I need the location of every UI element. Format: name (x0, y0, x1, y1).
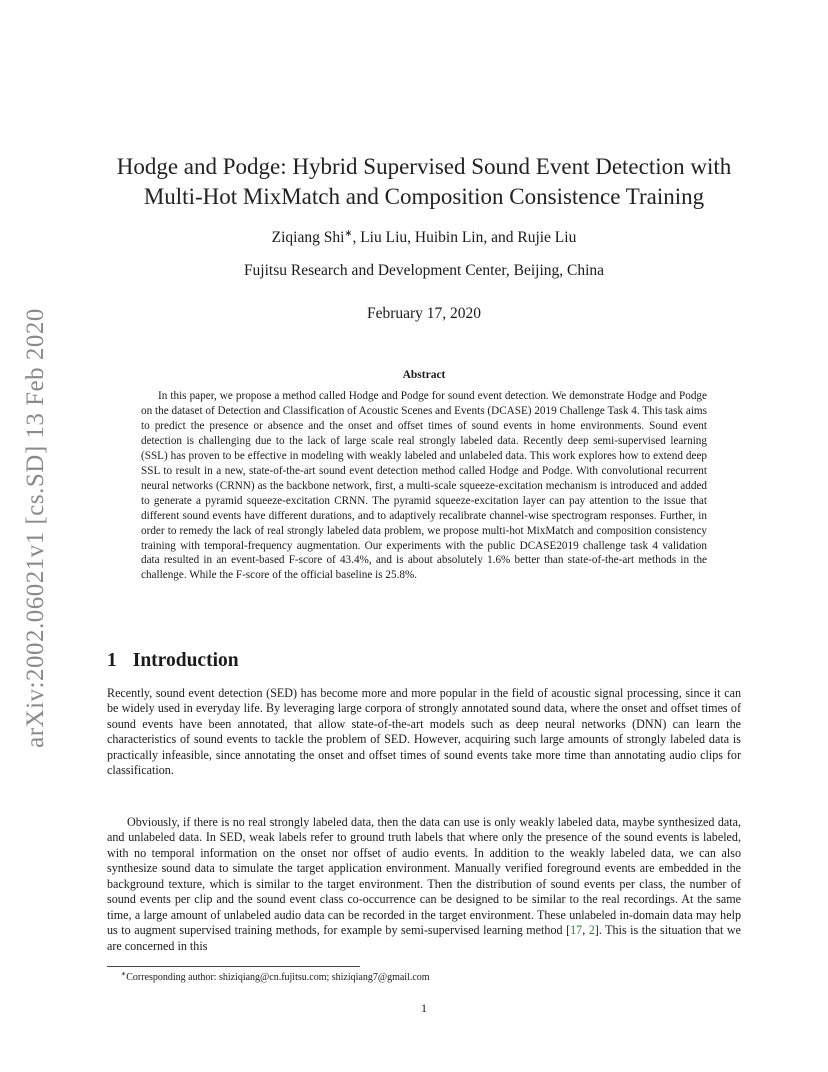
arxiv-identifier: arXiv:2002.06021v1 [cs.SD] 13 Feb 2020 (22, 308, 49, 748)
citation-link[interactable]: 2 (588, 923, 595, 938)
author-list (100, 228, 748, 248)
section-heading (107, 650, 239, 672)
section-title: Introduction (132, 650, 239, 671)
intro-paragraph-2-text: Obviously, if there is no real strongly labeled data, then the data can use is only weakly labeled data, maybe synthesized data, and unlabeled data. In SED, weak labels refer to ground truth labels that where only the presence of the sound events is labeled, with no temporal information on the onset nor offset of audio events. In addition to the weakly labeled data, we can also synthesize sound data to simulate the target application environment. Manually verified foreground events are embedded in the background texture, which is similar to the target environment. Then the distribution of sound events per class, the number of sound events per clip and the sound event class co-occurrence can be designed to be similar to the real recordings. At the same time, a large amount of unlabeled audio data can be recorded in the target environment. These unlabeled in-domain data may help us to augment supervised training methods, for example by semi-supervised learning method [ (107, 815, 741, 938)
section-number: 1 (107, 650, 117, 671)
other-authors: , Liu Liu, Huibin Lin, and Rujie Liu (352, 229, 577, 246)
citation-link[interactable]: 17 (570, 923, 583, 938)
footnote-mark: ∗ (121, 970, 127, 978)
paper-title-line-2: Multi-Hot MixMatch and Composition Consistence Training (143, 184, 705, 209)
paper-title (100, 152, 748, 212)
first-author: Ziqiang Shi (271, 229, 345, 246)
intro-paragraph-1: Recently, sound event detection (SED) has become more and more popular in the field of acoustic signal processing, since it can be widely used in everyday life. By leveraging large corpora of strongly annotated sound data, where the onset and offset times of sound events have been annotated, that allow state-of-the-art models such as deep neural networks (DNN) can learn the characteristics of sound events to tackle the problem of SED. However, acquiring such large amounts of strongly labeled data is practically infeasible, since annotating the onset and offset times of sound events take more time than annotating audio clips for classification. (107, 686, 741, 778)
page-number: 1 (421, 1001, 427, 1015)
paper-title-line-1: Hodge and Podge: Hybrid Supervised Sound Event Detection with (116, 154, 732, 179)
affiliation: Fujitsu Research and Development Center, Beijing, China (243, 262, 605, 279)
footnote (121, 971, 430, 984)
intro-paragraph-2-tail: ]. This is the situation that we are concerned in this (107, 923, 741, 953)
footnote-text: Corresponding author: shiziqiang@cn.fujitsu.com; shiziqiang7@gmail.com (126, 972, 430, 983)
corresponding-author-mark: ∗ (344, 227, 353, 239)
footnote-divider (107, 966, 360, 967)
intro-paragraph-2 (107, 815, 741, 954)
abstract-text: In this paper, we propose a method called Hodge and Podge for sound event detection. We demonstrate Hodge and Podge on the dataset of Detection and Classification of Acoustic Scenes and Events (DCASE) 2019 Challenge Task 4. This task aims to predict the presence or absence and the onset and offset times of sound events in home environments. Sound event detection is challenging due to the lack of large scale real strongly labeled data. Recently deep semi-supervised learning (SSL) has proven to be effective in modeling with weakly labeled and unlabeled data. This work explores how to extend deep SSL to result in a new, state-of-the-art sound event detection method called Hodge and Podge. With convolutional recurrent neural networks (CRNN) as the backbone network, first, a multi-scale squeeze-excitation mechanism is introduced and added to generate a pyramid squeeze-excitation CRNN. The pyramid squeeze-excitation layer can pay attention to the issue that different sound events have different durations, and to adaptively recalibrate channel-wise spectrogram responses. Further, in order to remedy the lack of real strongly labeled data problem, we propose multi-hot MixMatch and composition consistency training with temporal-frequency augmentation. Our experiments with the public DCASE2019 challenge task 4 validation data resulted in an event-based F-score of 43.4%, and is about absolutely 1.6% better than state-of-the-art methods in the challenge. While the F-score of the official baseline is 25.8%. (141, 390, 707, 582)
abstract-heading: Abstract (402, 369, 446, 381)
publication-date: February 17, 2020 (366, 305, 482, 322)
citation-separator: , (582, 923, 589, 938)
